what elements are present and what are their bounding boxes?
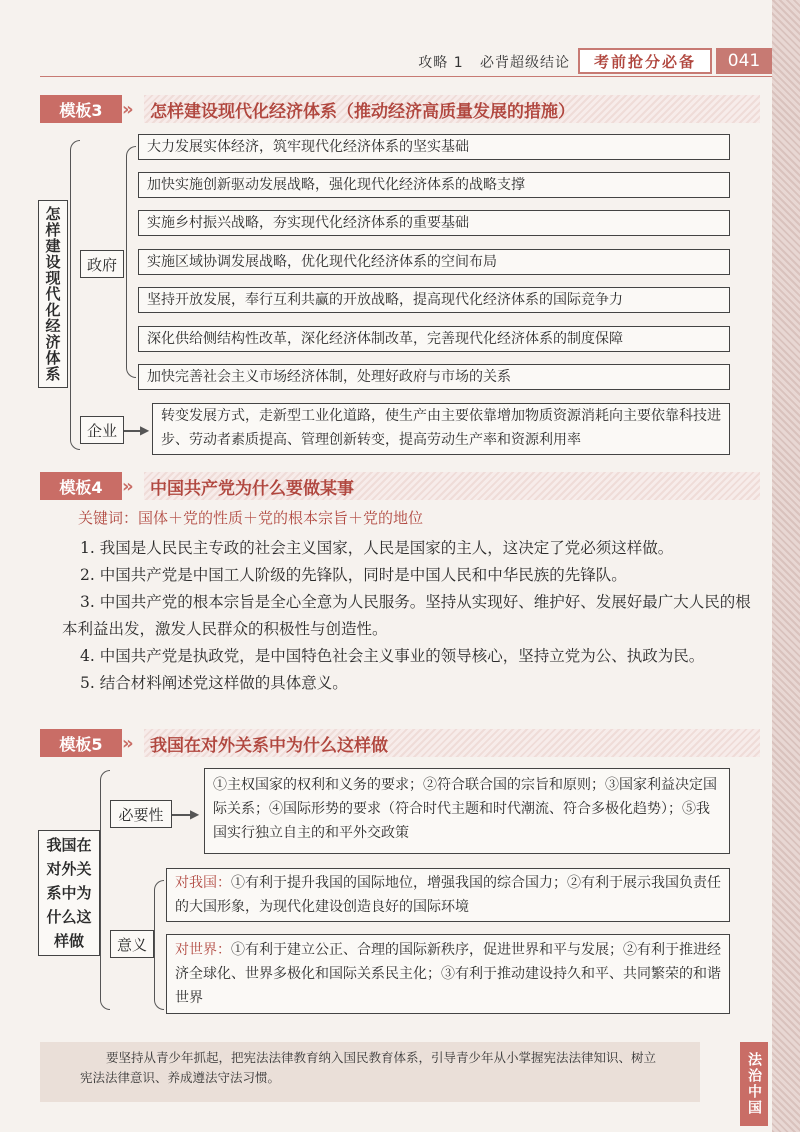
template3-title: 怎样建设现代化经济体系（推动经济高质量发展的措施） bbox=[144, 95, 760, 123]
template4-point: 3. 中国共产党的根本宗旨是全心全意为人民服务。坚持从实现好、维护好、发展好最广大人民的根本利益出发，激发人民群众的积极性与创造性。 bbox=[62, 593, 751, 638]
arrow-head-icon: ▶ bbox=[140, 423, 150, 437]
chevron-right-icon: » bbox=[122, 733, 134, 754]
template3-main-label: 怎样建设现代化经济体系 bbox=[38, 200, 68, 388]
template4-keywords: 关键词：国体＋党的性质＋党的根本宗旨＋党的地位 bbox=[78, 509, 424, 527]
gov-label: 政府 bbox=[80, 250, 124, 278]
page-edge-stripe bbox=[772, 0, 800, 1132]
header-divider bbox=[40, 76, 772, 77]
gov-item: 深化供给侧结构性改革，深化经济体制改革，完善现代化经济体系的制度保障 bbox=[138, 326, 730, 352]
template4-point: 2. 中国共产党是中国工人阶级的先锋队，同时是中国人民和中华民族的先锋队。 bbox=[80, 566, 627, 584]
template4-point: 1. 我国是人民民主专政的社会主义国家，人民是国家的主人，这决定了党必须这样做。 bbox=[80, 539, 674, 557]
template5-badge: 模板5 bbox=[40, 729, 122, 757]
template3-main-brace bbox=[70, 140, 80, 450]
template3-badge: 模板3 bbox=[40, 95, 122, 123]
page-number: 041 bbox=[716, 48, 772, 74]
header-tag: 考前抢分必备 bbox=[578, 48, 712, 74]
gov-item: 加快实施创新驱动发展战略，强化现代化经济体系的战略支撑 bbox=[138, 172, 730, 198]
to-china-label: 对我国： bbox=[175, 875, 231, 891]
gov-item: 加快完善社会主义市场经济体制，处理好政府与市场的关系 bbox=[138, 364, 730, 390]
necessity-label: 必要性 bbox=[110, 800, 172, 828]
to-world-label: 对世界： bbox=[175, 942, 231, 958]
gov-item: 实施乡村振兴战略，夯实现代化经济体系的重要基础 bbox=[138, 210, 730, 236]
template5-heading bbox=[40, 729, 760, 757]
header-section-number: 攻略 1 bbox=[418, 55, 464, 71]
gov-item: 大力发展实体经济，筑牢现代化经济体系的坚实基础 bbox=[138, 134, 730, 160]
footer-note bbox=[40, 1042, 700, 1102]
footer-tag: 法治中国 bbox=[740, 1042, 768, 1126]
arrow-head-icon: ▶ bbox=[190, 807, 200, 821]
gov-item: 实施区域协调发展战略，优化现代化经济体系的空间布局 bbox=[138, 249, 730, 275]
template4-points bbox=[62, 535, 762, 697]
template4-heading bbox=[40, 472, 760, 500]
header-section bbox=[418, 52, 570, 72]
enterprise-text: 转变发展方式，走新型工业化道路，使生产由主要依靠增加物质资源消耗向主要依靠科技进步、劳动者素质提高、管理创新转变，提高劳动生产率和资源利用率 bbox=[152, 403, 730, 455]
template4-badge: 模板4 bbox=[40, 472, 122, 500]
footer-text: 要坚持从青少年抓起，把宪法法律教育纳入国民教育体系，引导青少年从小掌握宪法法律知识、树立宪法法律意识、养成遵法守法习惯。 bbox=[80, 1050, 657, 1085]
chevron-right-icon: » bbox=[122, 99, 134, 120]
template3-heading bbox=[40, 95, 760, 123]
template4-point: 4. 中国共产党是执政党，是中国特色社会主义事业的领导核心，坚持立党为公、执政为民。 bbox=[80, 647, 705, 665]
page-header bbox=[0, 46, 800, 76]
to-world-box bbox=[166, 934, 730, 1014]
to-china-box bbox=[166, 868, 730, 922]
meaning-label: 意义 bbox=[110, 930, 154, 958]
template4-point: 5. 结合材料阐述党这样做的具体意义。 bbox=[80, 674, 348, 692]
gov-brace bbox=[126, 146, 136, 378]
template5-main-label: 我国在对外关系中为什么这样做 bbox=[38, 830, 100, 956]
template4-title: 中国共产党为什么要做某事 bbox=[144, 472, 760, 500]
template5-main-brace bbox=[100, 770, 110, 1010]
to-world-text: ①有利于建立公正、合理的国际新秩序，促进世界和平与发展；②有利于推进经济全球化、世界多极化和国际关系民主化；③有利于推动建设持久和平、共同繁荣的和谐世界 bbox=[175, 942, 721, 1006]
chevron-right-icon: » bbox=[122, 476, 134, 497]
gov-item: 坚持开放发展，奉行互利共赢的开放战略，提高现代化经济体系的国际竞争力 bbox=[138, 287, 730, 313]
enterprise-label: 企业 bbox=[80, 416, 124, 444]
header-subtitle: 必背超级结论 bbox=[480, 55, 570, 71]
necessity-text: ①主权国家的权利和义务的要求；②符合联合国的宗旨和原则；③国家利益决定国际关系；④国际形势的要求（符合时代主题和时代潮流、符合多极化趋势）；⑤我国实行独立自主的和平外交政策 bbox=[204, 768, 730, 854]
meaning-brace bbox=[154, 880, 164, 1010]
template5-title: 我国在对外关系中为什么这样做 bbox=[144, 729, 760, 757]
to-china-text: ①有利于提升我国的国际地位，增强我国的综合国力；②有利于展示我国负责任的大国形象，为现代化建设创造良好的国际环境 bbox=[175, 875, 721, 915]
